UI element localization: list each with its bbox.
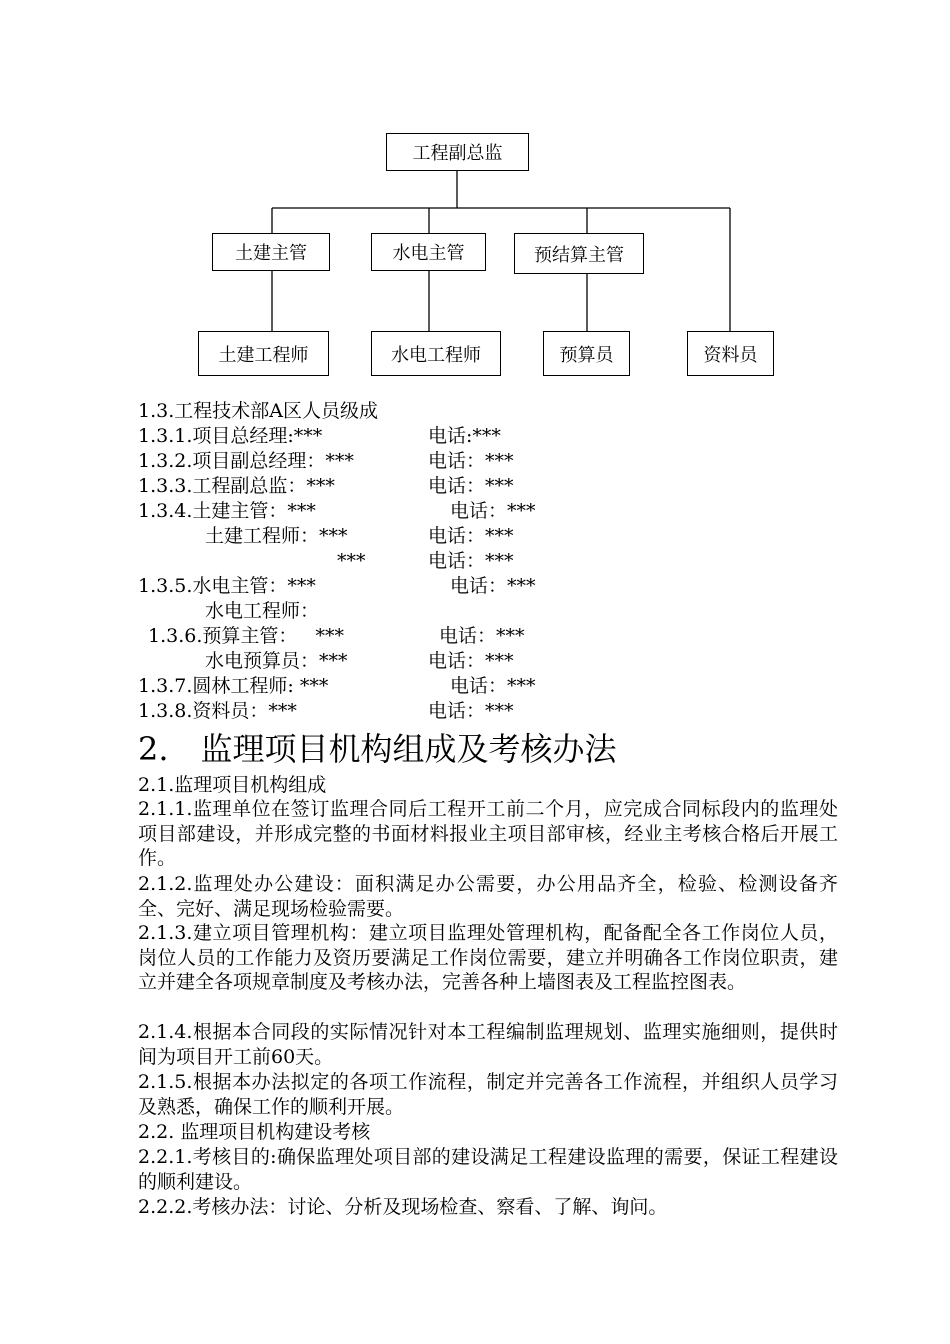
subsection-2-2-title: 2.2. 监理项目机构建设考核 xyxy=(138,1121,371,1143)
node-deputy-chief: 工程副总监 xyxy=(386,133,529,171)
org-chart xyxy=(0,0,950,400)
staff-label: *** xyxy=(337,550,366,572)
staff-phone: 电话：*** xyxy=(428,475,514,497)
staff-label: 土建工程师：*** xyxy=(205,525,348,547)
staff-phone: 电话：*** xyxy=(428,700,514,722)
section-2-heading: 2. 监理项目机构组成及考核办法 xyxy=(138,730,617,768)
paragraph-2-2-2: 2.2.2.考核办法：讨论、分析及现场检查、察看、了解、询问。 xyxy=(138,1196,668,1218)
staff-phone: 电话：*** xyxy=(450,675,536,697)
staff-phone: 电话:*** xyxy=(428,425,501,447)
staff-label: 1.3.1.项目总经理:*** xyxy=(138,425,323,447)
node-budget-clerk: 预算员 xyxy=(543,331,630,376)
section-1-3-title: 1.3.工程技术部A区人员级成 xyxy=(138,400,378,422)
staff-phone: 电话：*** xyxy=(450,575,536,597)
subsection-2-1-title: 2.1.监理项目机构组成 xyxy=(138,774,327,796)
paragraph-2-2-1: 2.2.1.考核目的:确保监理处项目部的建设满足工程建设监理的需要，保证工程建设的顺利建设。 xyxy=(138,1146,838,1193)
staff-phone: 电话：*** xyxy=(428,450,514,472)
staff-phone: 电话：*** xyxy=(439,625,525,647)
paragraph-2-1-3: 2.1.3.建立项目管理机构：建立项目监理处管理机构，配备配全各工作岗位人员，岗位人员的工作能力及资历要满足工作岗位需要，建立并明确各工作岗位职责，建立并建全各项规章制度及考核办法，完善各种上墙图表及工程监控图表。 xyxy=(138,922,838,993)
staff-label: 1.3.6.预算主管： *** xyxy=(148,625,345,647)
paragraph-2-1-1: 2.1.1.监理单位在签订监理合同后工程开工前二个月，应完成合同标段内的监理处项目部建设，并形成完整的书面材料报业主项目部审核，经业主考核合格后开展工作。 xyxy=(138,798,838,869)
staff-phone: 电话：*** xyxy=(450,500,536,522)
node-hydro-engineer: 水电工程师 xyxy=(371,331,501,376)
staff-label: 水电工程师： xyxy=(205,600,320,622)
paragraph-2-1-5: 2.1.5.根据本办法拟定的各项工作流程，制定并完善各工作流程，并组织人员学习及熟悉，确保工作的顺利开展。 xyxy=(138,1071,838,1118)
staff-phone: 电话：*** xyxy=(428,525,514,547)
staff-phone: 电话：*** xyxy=(428,650,514,672)
node-hydro-supervisor: 水电主管 xyxy=(371,233,486,271)
staff-label: 1.3.5.水电主管：*** xyxy=(138,575,316,597)
paragraph-2-1-4: 2.1.4.根据本合同段的实际情况针对本工程编制监理规划、监理实施细则，提供时间为项目开工前60天。 xyxy=(138,1021,838,1068)
paragraph-2-1-2: 2.1.2.监理处办公建设：面积满足办公需要，办公用品齐全，检验、检测设备齐全、完好、满足现场检验需要。 xyxy=(138,873,838,920)
node-records-clerk: 资料员 xyxy=(687,331,774,376)
staff-label: 1.3.7.圆林工程师: *** xyxy=(138,675,329,697)
staff-label: 1.3.8.资料员：*** xyxy=(138,700,297,722)
staff-label: 1.3.2.项目副总经理：*** xyxy=(138,450,354,472)
staff-label: 1.3.4.土建主管：*** xyxy=(138,500,316,522)
staff-phone: 电话：*** xyxy=(428,550,514,572)
staff-label: 1.3.3.工程副总监：*** xyxy=(138,475,335,497)
node-civil-engineer: 土建工程师 xyxy=(198,331,329,376)
node-budget-supervisor: 预结算主管 xyxy=(514,233,644,274)
staff-label: 水电预算员：*** xyxy=(205,650,348,672)
node-civil-supervisor: 土建主管 xyxy=(212,233,330,271)
